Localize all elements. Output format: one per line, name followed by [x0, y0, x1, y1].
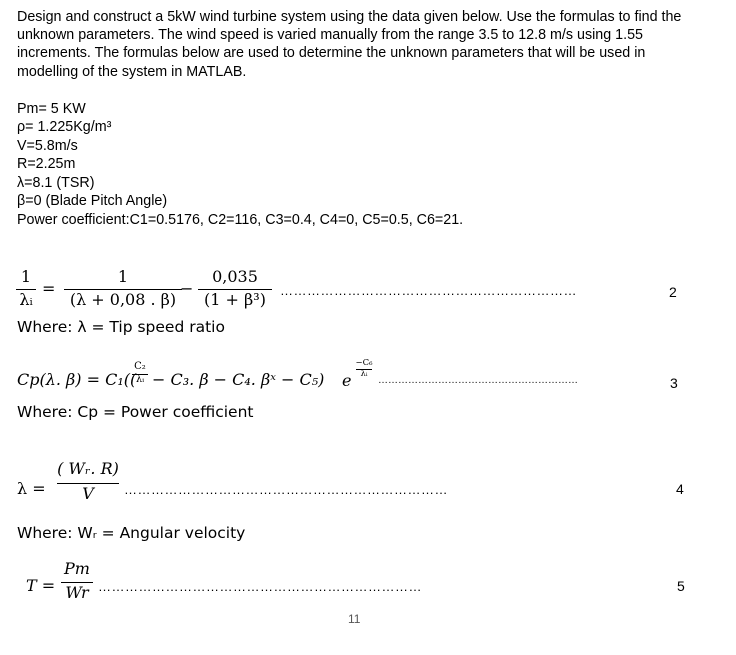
eq2-f1-denominator: (λ + 0,08 . β)	[69, 290, 177, 309]
eq4-numerator: ( Wᵣ. R)	[57, 459, 119, 478]
param-density: ρ= 1.225Kg/m³	[17, 119, 112, 135]
eq5-fraction	[60, 561, 94, 601]
eq3-c2-numerator: C₂	[134, 361, 146, 372]
eq5-leader-dots: ………………………………………………………………	[98, 579, 422, 594]
eq3-e: e	[342, 371, 352, 390]
eq3-c2-bar	[132, 374, 148, 375]
eq5-lhs: T =	[26, 576, 56, 595]
eq4-lhs: λ =	[17, 479, 46, 498]
eq3-number: 3	[670, 375, 678, 391]
param-power-coefficients: Power coefficient:C1=0.5176, C2=116, C3=0.4, C4=0, C5=0.5, C6=21.	[17, 212, 464, 228]
eq2-f2-bar	[198, 289, 272, 290]
eq2-lhs-denominator: λᵢ	[19, 290, 33, 309]
eq3-where-text: Where: Cp = Power coefficient	[17, 403, 254, 421]
eq3-exp-numerator: −C₆	[355, 358, 373, 368]
eq5-numerator: Pm	[64, 559, 90, 578]
param-pitch-angle: β=0 (Blade Pitch Angle)	[17, 193, 168, 209]
eq2-f2-numerator: 0,035	[212, 267, 258, 286]
eq2-equals: =	[42, 279, 56, 298]
param-pm: Pm= 5 KW	[17, 101, 86, 117]
param-tsr: λ=8.1 (TSR)	[17, 175, 95, 191]
eq2-minus: −	[180, 279, 194, 298]
eq3-middle: − C₃. β − C₄. βˣ − C₅)	[152, 370, 325, 389]
eq3-exp-bar	[356, 369, 372, 370]
eq2-f2-denominator: (1 + β³)	[204, 290, 266, 309]
eq3-leader-dots: ……………………………………………………	[378, 375, 578, 386]
param-radius: R=2.25m	[17, 156, 76, 172]
eq2-f1-bar	[64, 289, 182, 290]
eq2-where-text: Where: λ = Tip speed ratio	[17, 318, 225, 336]
eq4-bar	[57, 483, 119, 484]
eq2-lhs-numerator: 1	[20, 267, 32, 286]
eq5-number: 5	[677, 578, 685, 594]
eq4-leader-dots: ………………………………………………………………	[124, 482, 448, 497]
eq2-f1-numerator: 1	[117, 267, 129, 286]
eq4-where-text: Where: Wᵣ = Angular velocity	[17, 524, 246, 542]
eq4-number: 4	[676, 481, 684, 497]
eq5-denominator: Wr	[65, 583, 89, 602]
eq3-lhs: Cp(λ. β) = C₁((	[17, 370, 137, 389]
eq4-denominator: V	[82, 484, 94, 503]
eq2-lhs-bar	[16, 289, 36, 290]
eq5-bar	[61, 582, 93, 583]
eq2-number: 2	[669, 284, 677, 300]
eq3-c2-denominator: λᵢ	[135, 374, 145, 385]
page-number: 11	[348, 612, 361, 626]
eq2-leader-dots: …………………………………………………………	[280, 283, 577, 298]
eq3-exp-denominator: λᵢ	[360, 368, 368, 379]
intro-paragraph: Design and construct a 5kW wind turbine system using the data given below. Use the formulas to find the unknown parameters. The wind speed is varied manually from the range 3.5 to 12.8 m/s using 1.55 increments. The formulas below are used to determine the unknown parameters that will be used in modelling of the system in MATLAB.	[17, 9, 682, 80]
param-wind-speed: V=5.8m/s	[17, 138, 78, 154]
eq4-fraction	[55, 461, 121, 502]
